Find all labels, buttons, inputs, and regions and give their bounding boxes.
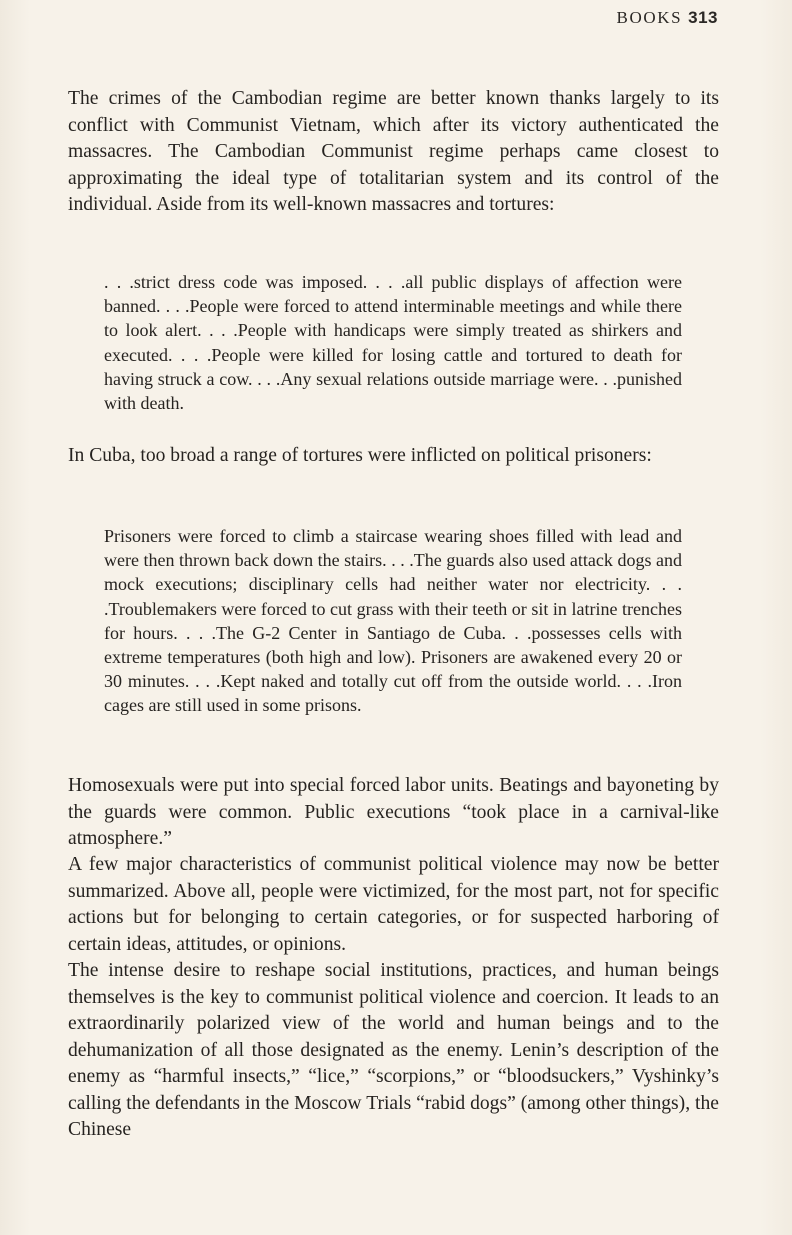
page-number: 313: [688, 8, 718, 27]
paragraph-text: The crimes of the Cambodian regime are better known thanks largely to its conflict with Communist Vietnam, which after its victory authenticated the massacres. The Cambodian Communist regime perhaps came closest to approximating the ideal type of totalitarian system and its control of the individual. Aside from its well-known massacres and tortures:: [68, 88, 719, 215]
block-quote-cuba: [104, 524, 682, 718]
paragraph-text: A few major characteristics of communist political violence may now be better summarized. Above all, people were victimized, for the most part, not for specific actions but for belonging to certain categories, or for suspected harboring of certain ideas, attitudes, or opinions.: [68, 854, 719, 955]
paragraph-reshape: [68, 958, 719, 1144]
quote-text: Prisoners were forced to climb a staircase wearing shoes filled with lead and were then thrown back down the stairs. . . .The guards also used attack dogs and mock executions; disciplinary cells had neither water nor electricity. . . .Troublemakers were forced to cut grass with their teeth or sit in latrine trenches for hours. . . .The G-2 Center in Santiago de Cuba. . .possesses cells with extreme temperatures (both high and low). Prisoners are awakened every 20 or 30 minutes. . . .Kept naked and totally cut off from the outside world. . . .Iron cages are still used in some prisons.: [104, 526, 682, 716]
paragraph-cambodia: [68, 86, 719, 219]
paragraph-text: Homosexuals were put into special forced labor units. Beatings and bayoneting by the guards were common. Public executions “took place in a carnival-like atmosphere.”: [68, 775, 719, 849]
section-title: BOOKS: [616, 8, 683, 27]
paragraph-text: The intense desire to reshape social institutions, practices, and human beings themselves is the key to communist political violence and coercion. It leads to an extraordinarily polarized view of the world and human beings and to the dehumanization of all those designated as the enemy. Lenin’s description of the enemy as “harmful insects,” “lice,” “scorpions,” or “bloodsuckers,” Vyshinky’s calling the defendants in the Moscow Trials “rabid dogs” (among other things), the Chinese: [68, 960, 719, 1140]
block-quote-cambodia: [104, 270, 682, 415]
quote-text: . . .strict dress code was imposed. . . .all public displays of affection were banned. . . .People were forced to attend interminable meetings and while there to look alert. . . .People with handicaps were simply treated as shirkers and executed. . . .People were killed for losing cattle and tortured to death for having struck a cow. . . .Any sexual relations outside marriage were. . .punished with death.: [104, 272, 682, 414]
paragraph-characteristics: [68, 852, 719, 958]
paragraph-text: In Cuba, too broad a range of tortures were inflicted on political prisoners:: [68, 445, 652, 466]
running-head: [617, 8, 719, 28]
paragraph-homosexuals: [68, 773, 719, 853]
paragraph-cuba: [68, 443, 719, 470]
